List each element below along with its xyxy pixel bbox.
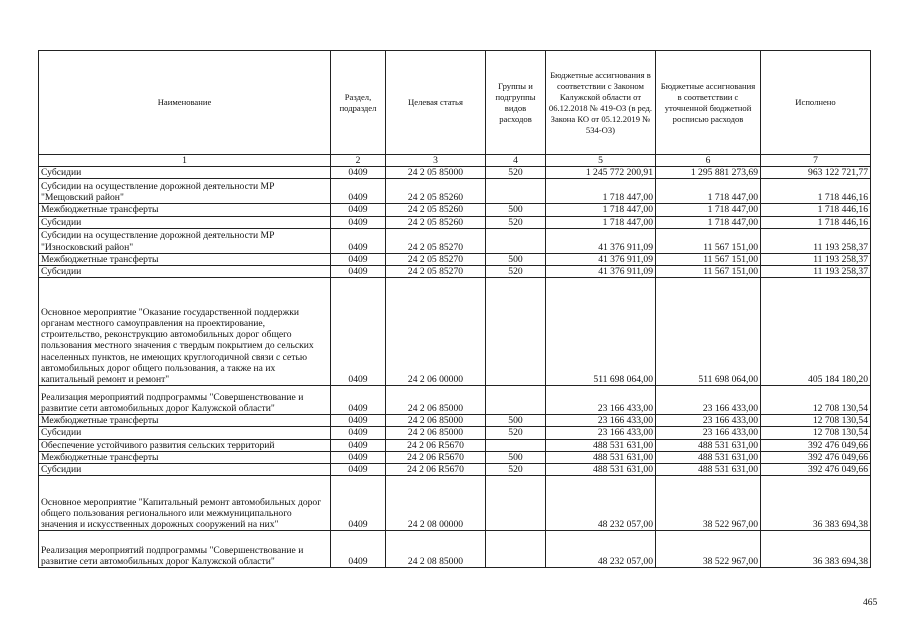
page-number: 465 bbox=[863, 598, 878, 608]
header-row bbox=[39, 51, 871, 155]
row-section: 0409 bbox=[331, 179, 386, 204]
table-row bbox=[39, 415, 871, 427]
row-budget-law: 41 376 911,09 bbox=[546, 266, 656, 278]
row-budget-list: 23 166 433,00 bbox=[656, 415, 761, 427]
col-number: 4 bbox=[486, 155, 546, 167]
row-group: 500 bbox=[486, 204, 546, 216]
row-budget-law: 488 531 631,00 bbox=[546, 464, 656, 476]
header-group: Группы и подгруппы видов расходов bbox=[486, 51, 546, 155]
row-group: 520 bbox=[486, 427, 546, 439]
row-budget-list: 38 522 967,00 bbox=[656, 476, 761, 531]
row-section: 0409 bbox=[331, 228, 386, 253]
table-row bbox=[39, 228, 871, 253]
row-group: 520 bbox=[486, 216, 546, 228]
row-group: 520 bbox=[486, 266, 546, 278]
col-number: 1 bbox=[39, 155, 331, 167]
row-budget-list: 23 166 433,00 bbox=[656, 427, 761, 439]
table-body bbox=[39, 167, 871, 568]
budget-table bbox=[38, 50, 871, 568]
row-group bbox=[486, 476, 546, 531]
row-section: 0409 bbox=[331, 451, 386, 463]
row-budget-list: 511 698 064,00 bbox=[656, 278, 761, 386]
row-target: 24 2 06 85000 bbox=[386, 415, 486, 427]
row-target: 24 2 06 R5670 bbox=[386, 439, 486, 451]
col-number: 6 bbox=[656, 155, 761, 167]
row-group bbox=[486, 179, 546, 204]
row-section: 0409 bbox=[331, 204, 386, 216]
row-budget-law: 23 166 433,00 bbox=[546, 415, 656, 427]
table-row bbox=[39, 464, 871, 476]
row-name: Субсидии bbox=[39, 216, 331, 228]
row-executed: 11 193 258,37 bbox=[761, 266, 871, 278]
row-target: 24 2 05 85260 bbox=[386, 204, 486, 216]
budget-table-sheet bbox=[38, 50, 871, 568]
row-executed: 12 708 130,54 bbox=[761, 427, 871, 439]
header-budget-list: Бюджетные ассигнования в соответствии с уточненной бюджетной росписью расходов bbox=[656, 51, 761, 155]
row-target: 24 2 08 00000 bbox=[386, 476, 486, 531]
row-budget-law: 48 232 057,00 bbox=[546, 531, 656, 568]
row-executed: 392 476 049,66 bbox=[761, 464, 871, 476]
column-number-row bbox=[39, 155, 871, 167]
row-group: 520 bbox=[486, 167, 546, 179]
row-target: 24 2 08 85000 bbox=[386, 531, 486, 568]
row-executed: 392 476 049,66 bbox=[761, 451, 871, 463]
row-section: 0409 bbox=[331, 167, 386, 179]
row-group: 500 bbox=[486, 415, 546, 427]
row-name: Субсидии на осуществление дорожной деятельности МР "Износковский район" bbox=[39, 228, 331, 253]
row-budget-list: 488 531 631,00 bbox=[656, 439, 761, 451]
table-row bbox=[39, 179, 871, 204]
row-budget-law: 23 166 433,00 bbox=[546, 427, 656, 439]
row-target: 24 2 05 85000 bbox=[386, 167, 486, 179]
row-section: 0409 bbox=[331, 427, 386, 439]
row-budget-list: 488 531 631,00 bbox=[656, 451, 761, 463]
row-budget-list: 11 567 151,00 bbox=[656, 228, 761, 253]
row-budget-list: 23 166 433,00 bbox=[656, 386, 761, 415]
table-row bbox=[39, 427, 871, 439]
table-row bbox=[39, 386, 871, 415]
table-row bbox=[39, 278, 871, 386]
row-group bbox=[486, 439, 546, 451]
row-executed: 36 383 694,38 bbox=[761, 476, 871, 531]
row-group bbox=[486, 386, 546, 415]
row-section: 0409 bbox=[331, 464, 386, 476]
row-group bbox=[486, 278, 546, 386]
row-name: Основное мероприятие "Оказание государственной поддержки органам местного самоуправления на проектирование, строительство, реконструкцию автомобильных дорог общего пользования местного значения с твердым покрытием до сельских населенных пунктов, не имеющих круглогодичной связи с сетью автомобильных дорог общего пользования, а также на их капитальный ремонт и ремонт" bbox=[39, 278, 331, 386]
row-budget-list: 1 718 447,00 bbox=[656, 216, 761, 228]
row-executed: 1 718 446,16 bbox=[761, 179, 871, 204]
row-executed: 36 383 694,38 bbox=[761, 531, 871, 568]
row-budget-law: 1 718 447,00 bbox=[546, 179, 656, 204]
row-target: 24 2 06 85000 bbox=[386, 386, 486, 415]
row-group: 520 bbox=[486, 464, 546, 476]
row-budget-law: 1 245 772 200,91 bbox=[546, 167, 656, 179]
row-executed: 1 718 446,16 bbox=[761, 204, 871, 216]
header-executed: Исполнено bbox=[761, 51, 871, 155]
row-name: Субсидии bbox=[39, 167, 331, 179]
header-target: Целевая статья bbox=[386, 51, 486, 155]
row-target: 24 2 05 85270 bbox=[386, 228, 486, 253]
header-name: Наименование bbox=[39, 51, 331, 155]
row-target: 24 2 05 85270 bbox=[386, 253, 486, 265]
row-section: 0409 bbox=[331, 216, 386, 228]
row-executed: 405 184 180,20 bbox=[761, 278, 871, 386]
row-name: Субсидии на осуществление дорожной деятельности МР "Мещовский район" bbox=[39, 179, 331, 204]
row-executed: 963 122 721,77 bbox=[761, 167, 871, 179]
row-name: Межбюджетные трансферты bbox=[39, 415, 331, 427]
row-target: 24 2 06 85000 bbox=[386, 427, 486, 439]
col-number: 7 bbox=[761, 155, 871, 167]
row-executed: 12 708 130,54 bbox=[761, 415, 871, 427]
row-section: 0409 bbox=[331, 266, 386, 278]
row-name: Межбюджетные трансферты bbox=[39, 204, 331, 216]
row-target: 24 2 06 00000 bbox=[386, 278, 486, 386]
row-target: 24 2 05 85260 bbox=[386, 179, 486, 204]
row-section: 0409 bbox=[331, 439, 386, 451]
table-row bbox=[39, 439, 871, 451]
table-row bbox=[39, 266, 871, 278]
row-name: Межбюджетные трансферты bbox=[39, 451, 331, 463]
row-group bbox=[486, 531, 546, 568]
row-group: 500 bbox=[486, 253, 546, 265]
row-executed: 11 193 258,37 bbox=[761, 228, 871, 253]
row-executed: 12 708 130,54 bbox=[761, 386, 871, 415]
row-section: 0409 bbox=[331, 476, 386, 531]
row-executed: 1 718 446,16 bbox=[761, 216, 871, 228]
row-budget-law: 23 166 433,00 bbox=[546, 386, 656, 415]
header-budget-law: Бюджетные ассигнования в соответствии с Законом Калужской области от 06.12.2018 № 419-ОЗ (в ред. Закона КО от 05.12.2019 № 534-ОЗ) bbox=[546, 51, 656, 155]
table-row bbox=[39, 167, 871, 179]
row-section: 0409 bbox=[331, 531, 386, 568]
row-group bbox=[486, 228, 546, 253]
table-row bbox=[39, 204, 871, 216]
row-budget-law: 1 718 447,00 bbox=[546, 204, 656, 216]
row-name: Реализация мероприятий подпрограммы "Совершенствование и развитие сети автомобильных дорог Калужской области" bbox=[39, 531, 331, 568]
row-budget-list: 38 522 967,00 bbox=[656, 531, 761, 568]
row-executed: 392 476 049,66 bbox=[761, 439, 871, 451]
row-budget-law: 1 718 447,00 bbox=[546, 216, 656, 228]
row-target: 24 2 06 R5670 bbox=[386, 464, 486, 476]
row-name: Основное мероприятие "Капитальный ремонт автомобильных дорог общего пользования регионального или межмуниципального значения и искусственных дорожных сооружений на них" bbox=[39, 476, 331, 531]
row-budget-law: 488 531 631,00 bbox=[546, 451, 656, 463]
row-budget-list: 488 531 631,00 bbox=[656, 464, 761, 476]
table-row bbox=[39, 451, 871, 463]
row-budget-list: 1 295 881 273,69 bbox=[656, 167, 761, 179]
row-budget-list: 1 718 447,00 bbox=[656, 179, 761, 204]
row-section: 0409 bbox=[331, 278, 386, 386]
row-budget-law: 488 531 631,00 bbox=[546, 439, 656, 451]
row-budget-list: 11 567 151,00 bbox=[656, 266, 761, 278]
row-budget-law: 511 698 064,00 bbox=[546, 278, 656, 386]
row-target: 24 2 05 85270 bbox=[386, 266, 486, 278]
row-section: 0409 bbox=[331, 415, 386, 427]
row-section: 0409 bbox=[331, 386, 386, 415]
table-row bbox=[39, 216, 871, 228]
row-executed: 11 193 258,37 bbox=[761, 253, 871, 265]
row-name: Реализация мероприятий подпрограммы "Совершенствование и развитие сети автомобильных дорог Калужской области" bbox=[39, 386, 331, 415]
header-section: Раздел, подраздел bbox=[331, 51, 386, 155]
row-name: Субсидии bbox=[39, 266, 331, 278]
row-target: 24 2 06 R5670 bbox=[386, 451, 486, 463]
table-row bbox=[39, 531, 871, 568]
col-number: 2 bbox=[331, 155, 386, 167]
row-budget-law: 41 376 911,09 bbox=[546, 253, 656, 265]
row-group: 500 bbox=[486, 451, 546, 463]
table-row bbox=[39, 476, 871, 531]
row-target: 24 2 05 85260 bbox=[386, 216, 486, 228]
col-number: 3 bbox=[386, 155, 486, 167]
row-name: Обеспечение устойчивого развития сельских территорий bbox=[39, 439, 331, 451]
row-section: 0409 bbox=[331, 253, 386, 265]
row-budget-list: 11 567 151,00 bbox=[656, 253, 761, 265]
row-name: Субсидии bbox=[39, 427, 331, 439]
row-budget-list: 1 718 447,00 bbox=[656, 204, 761, 216]
row-name: Межбюджетные трансферты bbox=[39, 253, 331, 265]
row-name: Субсидии bbox=[39, 464, 331, 476]
col-number: 5 bbox=[546, 155, 656, 167]
row-budget-law: 48 232 057,00 bbox=[546, 476, 656, 531]
table-row bbox=[39, 253, 871, 265]
row-budget-law: 41 376 911,09 bbox=[546, 228, 656, 253]
